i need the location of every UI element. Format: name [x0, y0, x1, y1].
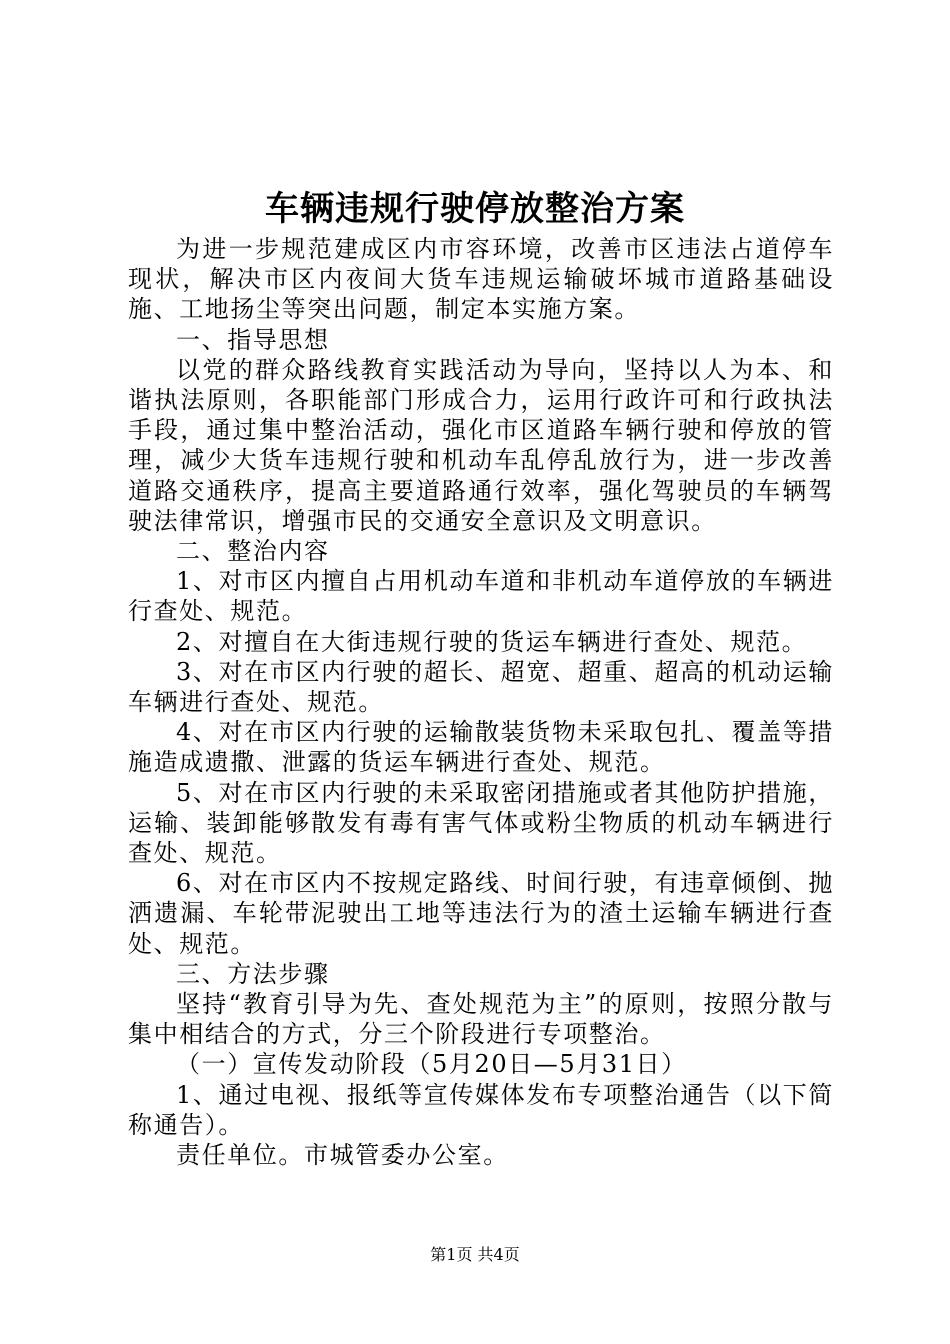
content-item-4: 4、对在市区内行驶的运输散装货物未采取包扎、覆盖等措施造成遗撒、泄露的货运车辆进行查处、规范。 [128, 718, 834, 777]
guiding-ideology-paragraph: 以党的群众路线教育实践活动为导向，坚持以人为本、和谐执法原则，各职能部门形成合力，运用行政许可和行政执法手段，通过集中整治活动，强化市区道路车辆行驶和停放的管理，减少大货车违规行驶和机动车乱停乱放行为，进一步改善道路交通秩序，提高主要道路通行效率，强化驾驶员的车辆驾驶法律常识，增强市民的交通安全意识及文明意识。 [128, 355, 834, 535]
section-heading-guiding-ideology: 一、指导思想 [176, 325, 330, 354]
section-heading-methods-steps: 三、方法步骤 [176, 959, 330, 988]
content-item-5: 5、对在市区内行驶的未采取密闭措施或者其他防护措施，运输、装卸能够散发有毒有害气体或粉尘物质的机动车辆进行查处、规范。 [128, 778, 834, 868]
phase-heading-publicity: （一）宣传发动阶段（5月20日—5月31日） [176, 1050, 687, 1079]
document-title: 车辆违规行驶停放整治方案 [265, 189, 685, 229]
responsible-unit: 责任单位。市城管委办公室。 [176, 1141, 509, 1170]
content-item-3: 3、对在市区内行驶的超长、超宽、超重、超高的机动运输车辆进行查处、规范。 [128, 657, 834, 717]
content-item-1: 1、对市区内擅自占用机动车道和非机动车道停放的车辆进行查处、规范。 [128, 567, 834, 626]
intro-paragraph: 为进一步规范建成区内市容环境，改善市区违法占道停车现状，解决市区内夜间大货车违规运输破坏城市道路基础设施、工地扬尘等突出问题，制定本实施方案。 [128, 235, 834, 324]
document-body [128, 234, 834, 1170]
page-footer: 第1页 共4页 [430, 1245, 520, 1264]
content-item-2: 2、对擅自在大街违规行驶的货运车辆进行查处、规范。 [176, 627, 808, 656]
methods-paragraph: 坚持“教育引导为先、查处规范为主”的原则，按照分散与集中相结合的方式，分三个阶段进行专项整治。 [128, 990, 834, 1049]
publicity-item-1: 1、通过电视、报纸等宣传媒体发布专项整治通告（以下简称通告）。 [128, 1080, 834, 1139]
content-item-6: 6、对在市区内不按规定路线、时间行驶，有违章倾倒、抛洒遗漏、车轮带泥驶出工地等违法行为的渣土运输车辆进行查处、规范。 [128, 869, 834, 958]
section-heading-rectification-content: 二、整治内容 [176, 537, 330, 566]
